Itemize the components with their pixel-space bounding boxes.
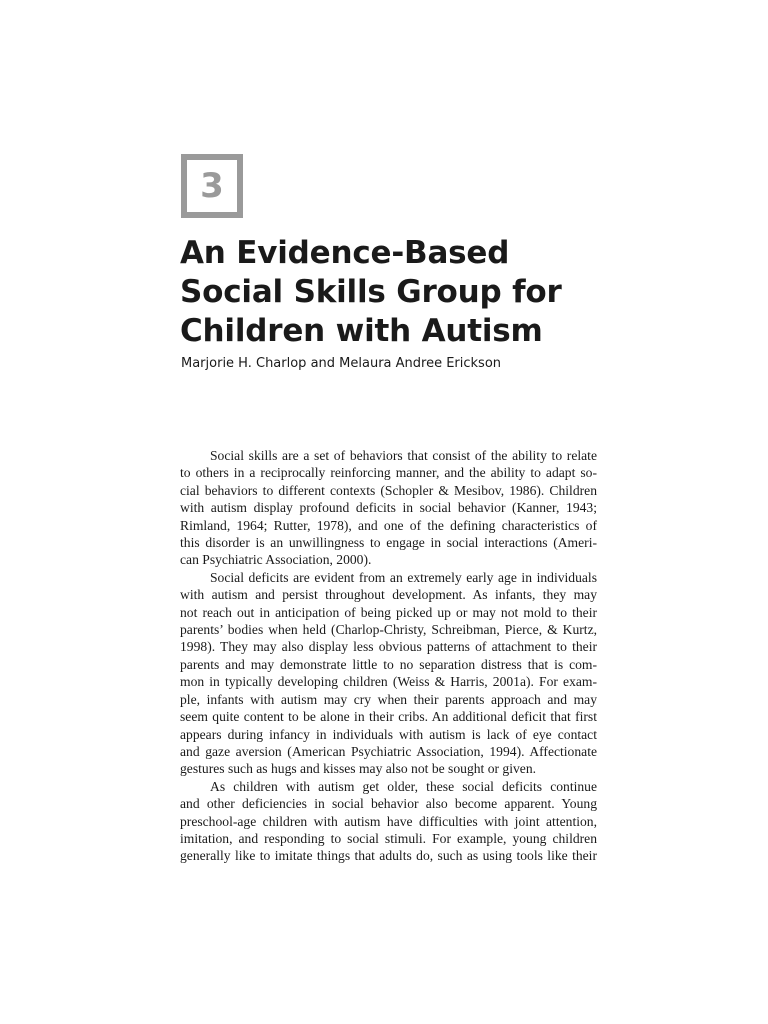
chapter-title — [180, 234, 600, 351]
body-line: cial behaviors to different contexts (Schopler & Mesibov, 1986). Children — [180, 482, 597, 498]
chapter-authors: Marjorie H. Charlop and Melaura Andree Erickson — [181, 356, 502, 371]
chapter-number: 3 — [200, 166, 224, 206]
body-line: Rimland, 1964; Rutter, 1978), and one of the defining characteristics of — [180, 517, 597, 533]
body-line: to others in a reciprocally reinforcing manner, and the ability to adapt so- — [180, 465, 597, 481]
body-line: this disorder is an unwillingness to engage in social interactions (Ameri- — [180, 535, 597, 551]
body-line: imitation, and responding to social stimuli. For example, young children — [180, 830, 597, 846]
body-line: mon in typically developing children (Weiss & Harris, 2001a). For exam- — [180, 674, 597, 690]
body-line: with autism and persist throughout development. As infants, they may — [180, 587, 597, 603]
body-line: gestures such as hugs and kisses may also not be sought or given. — [180, 761, 537, 777]
body-line: and gaze aversion (American Psychiatric Association, 1994). Affectionate — [180, 743, 597, 759]
body-text — [180, 447, 597, 865]
body-line: parents and may demonstrate little to no separation distress that is com- — [180, 656, 597, 672]
chapter-title-line: Children with Autism — [180, 313, 543, 349]
body-line: and other deficiencies in social behavior also become apparent. Young — [180, 796, 597, 812]
body-line: can Psychiatric Association, 2000). — [180, 552, 372, 568]
body-line: ple, infants with autism may cry when their parents approach and may — [180, 691, 597, 707]
body-line: preschool-age children with autism have difficulties with joint attention, — [180, 813, 597, 829]
chapter-title-line: Social Skills Group for — [180, 274, 562, 310]
body-line: As children with autism get older, these social deficits continue — [210, 778, 597, 794]
body-line: parents’ bodies when held (Charlop-Christy, Schreibman, Pierce, & Kurtz, — [180, 622, 597, 638]
body-line: Social skills are a set of behaviors that consist of the ability to relate — [210, 448, 597, 463]
body-line: appears during infancy in individuals with autism is lack of eye contact — [180, 726, 597, 742]
body-line: seem quite content to be alone in their cribs. An additional deficit that first — [180, 709, 597, 725]
body-line: Social deficits are evident from an extremely early age in individuals — [210, 569, 597, 585]
body-line: 1998). They may also display less obvious patterns of attachment to their — [180, 639, 597, 655]
chapter-title-line: An Evidence-Based — [180, 235, 510, 271]
body-line: with autism display profound deficits in social behavior (Kanner, 1943; — [180, 500, 597, 516]
body-line: not reach out in anticipation of being picked up or may not mold to their — [180, 604, 597, 620]
chapter-number-box — [181, 154, 243, 218]
body-line: generally like to imitate things that adults do, such as using tools like their — [180, 848, 597, 864]
